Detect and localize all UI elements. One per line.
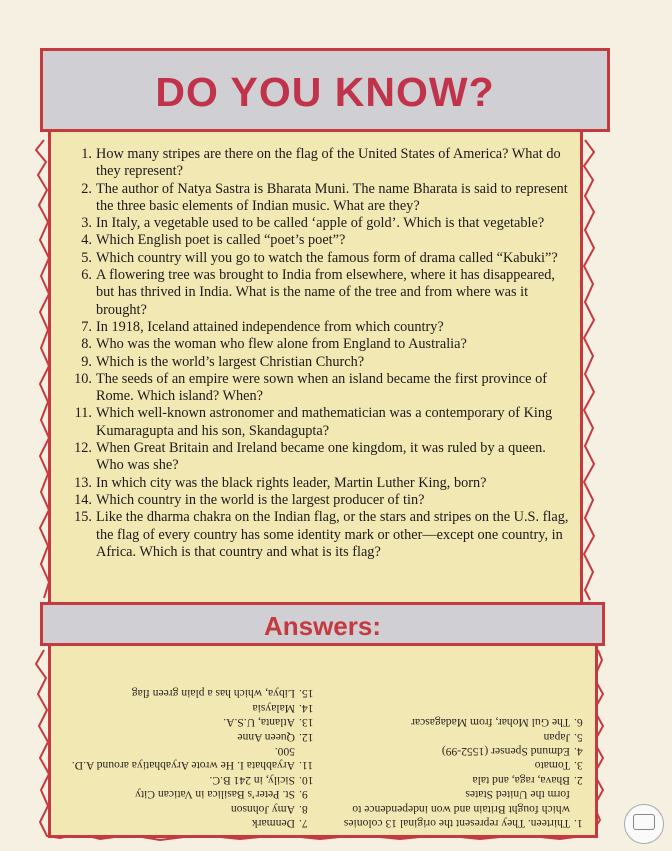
list-item xyxy=(70,492,575,509)
question-text: In which city was the black rights leader, Martin Luther King, born? xyxy=(96,474,487,491)
answer-number: 9. xyxy=(299,788,308,802)
answer-item xyxy=(60,816,315,830)
answer-number: 8. xyxy=(299,802,308,816)
answer-text: Edmund Spenser (1552-99) xyxy=(441,744,570,758)
list-item xyxy=(70,215,575,232)
list-item xyxy=(70,146,575,181)
answer-text: Atlanta, U.S.A. xyxy=(223,716,295,730)
question-number: 15. xyxy=(74,509,92,526)
answer-number: 11. xyxy=(299,759,314,773)
question-text: Who was the woman who flew alone from England to Australia? xyxy=(96,336,467,353)
answer-number: 1. xyxy=(574,817,583,830)
question-number: 4. xyxy=(81,232,92,249)
question-text: Like the dharma chakra on the Indian flag, or the stars and stripes on the U.S. flag, the flag of every country has some identity mark or other—except one country, in Africa. Which is that country and what is its flag? xyxy=(96,509,569,560)
answer-text: Aryabhata I. He wrote Aryabhatiya around A.D. 500. xyxy=(71,744,295,773)
answer-item xyxy=(60,801,315,815)
answer-text: Tomato xyxy=(534,759,570,773)
question-number: 14. xyxy=(74,491,92,508)
answers-column-left xyxy=(335,715,590,830)
answer-item xyxy=(335,787,590,830)
watermark-logo xyxy=(624,804,664,844)
answer-item xyxy=(60,686,315,700)
answer-item xyxy=(60,700,315,714)
answer-number: 12. xyxy=(299,730,314,744)
page-title: DO YOU KNOW? xyxy=(155,69,495,115)
answer-number: 10. xyxy=(299,773,314,787)
question-number: 3. xyxy=(81,215,92,232)
question-number: 10. xyxy=(74,370,92,387)
answer-item xyxy=(335,758,590,772)
answer-item xyxy=(60,744,315,773)
list-item xyxy=(70,232,575,249)
question-list xyxy=(70,146,575,561)
list-item xyxy=(70,440,575,475)
list-item xyxy=(70,181,575,216)
answer-number: 4. xyxy=(574,744,583,758)
answer-number: 13. xyxy=(299,716,314,730)
question-number: 2. xyxy=(81,180,92,197)
question-text: How many stripes are there on the flag of the United States of America? What do they represent? xyxy=(96,146,561,180)
answer-item xyxy=(335,715,590,729)
question-number: 8. xyxy=(81,336,92,353)
list-item xyxy=(70,405,575,440)
answer-text: Malaysia xyxy=(252,701,295,715)
question-text: In Italy, a vegetable used to be called ‘apple of gold’. Which is that vegetable? xyxy=(96,215,545,232)
question-number: 5. xyxy=(81,249,92,266)
question-text: Which English poet is called “poet’s poet”? xyxy=(96,232,346,249)
answer-item xyxy=(335,772,590,786)
answer-number: 5. xyxy=(574,730,583,744)
list-item xyxy=(70,267,575,319)
answer-text: Amy Johnson xyxy=(230,802,295,816)
question-number: 7. xyxy=(81,318,92,335)
question-text: In 1918, Iceland attained independence from which country? xyxy=(96,318,444,335)
list-item xyxy=(70,371,575,406)
answer-item xyxy=(60,715,315,729)
answer-text: Thirteen. They represent the original 13 colonies which fought Britain and won independence to form the United States xyxy=(343,788,570,830)
question-number: 13. xyxy=(74,474,92,491)
answers-column-right xyxy=(60,686,315,830)
question-text: Which country in the world is the largest producer of tin? xyxy=(96,491,425,508)
question-text: The seeds of an empire were sown when an island became the first province of Rome. Which island? When? xyxy=(96,370,547,405)
answers-banner xyxy=(40,602,605,646)
answer-text: Libya, which has a plain green flag xyxy=(131,687,295,701)
question-text: Which well-known astronomer and mathematician was a contemporary of King Kumaragupta and his son, Skandagupta? xyxy=(96,405,553,439)
answer-number: 2. xyxy=(574,773,583,787)
answer-text: St. Peter’s Basilica in Vatican City xyxy=(135,788,295,802)
list-item xyxy=(70,336,575,353)
answer-number: 6. xyxy=(574,716,583,730)
answers-heading: Answers: xyxy=(263,611,382,641)
list-item xyxy=(70,250,575,267)
question-number: 6. xyxy=(81,267,92,284)
answer-item xyxy=(60,729,315,743)
list-item xyxy=(70,319,575,336)
list-item xyxy=(70,475,575,492)
list-item xyxy=(70,354,575,371)
question-number: 12. xyxy=(74,440,92,457)
question-text: When Great Britain and Ireland became one kingdom, it was ruled by a queen. Who was she? xyxy=(96,440,546,474)
camera-icon xyxy=(633,814,655,830)
answer-text: Japan xyxy=(543,730,570,744)
answer-number: 14. xyxy=(299,701,314,715)
answer-item xyxy=(60,787,315,801)
answer-text: The Gul Mohar, from Madagascar xyxy=(411,716,570,730)
question-number: 1. xyxy=(81,146,92,162)
answer-text: Sicily, in 241 B.C. xyxy=(209,773,295,787)
answer-item xyxy=(335,729,590,743)
title-banner xyxy=(40,48,610,132)
question-text: Which country will you go to watch the famous form of drama called “Kabuki”? xyxy=(96,249,558,266)
answer-text: Bhava, raga, and tala xyxy=(472,773,570,787)
answer-item xyxy=(335,744,590,758)
upside-down-answers xyxy=(60,652,590,830)
answer-item xyxy=(60,772,315,786)
answer-text: Denmark xyxy=(251,817,295,830)
answer-text: Queen Anne xyxy=(237,730,295,744)
answer-number: 3. xyxy=(574,759,583,773)
question-number: 9. xyxy=(81,353,92,370)
question-number: 11. xyxy=(74,405,92,422)
question-text: Which is the world’s largest Christian Church? xyxy=(96,353,365,370)
answer-number: 15. xyxy=(299,687,314,701)
question-text: The author of Natya Sastra is Bharata Muni. The name Bharata is said to represent the three basic elements of Indian music. What are they? xyxy=(96,180,568,214)
question-text: A flowering tree was brought to India from elsewhere, where it has disappeared, but has thrived in India. What is the name of the tree and from where was it brought? xyxy=(96,267,555,318)
list-item xyxy=(70,509,575,561)
answer-number: 7. xyxy=(299,817,308,830)
